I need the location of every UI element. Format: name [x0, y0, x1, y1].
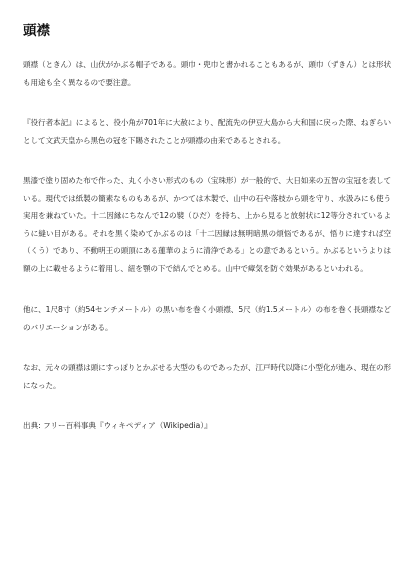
paragraph-description: 黒漆で塗り固めた布で作った、丸く小さい形式のもの（宝珠形）が一般的で、大日如来の五智の宝冠を表している。現代では紙製の簡素なものもあるが、かつては木製で、山中の石や落枝から頭を守り、水汲みにも使う実用を兼ねていた。十二因縁にちなんで12の襞（ひだ）を持ち、上から見ると放射状に12等分されているように縫い目がある。それを黒く染めてかぶるのは「十二因縁は無明暗黒の煩悩であるが、悟りに達すれば空（くう）であり、不動明王の頭頂にある蓮華のように清浄である」との意であるという。かぶるというよりは額の上に載せるように着用し、紐を顎の下で結んでとめる。山中で瘴気を防ぐ効果があるといわれる。: [23, 176, 391, 273]
page-title: 頭襟: [23, 23, 50, 39]
source-citation: 出典: フリー百科事典『ウィキペディア（Wikipedia）』: [23, 421, 212, 430]
paragraph-history: なお、元々の頭襟は頭にすっぽりとかぶせる大型のものであったが、江戸時代以降に小型化が進み、現在の形になった。: [23, 363, 391, 390]
document-page: [23, 22, 391, 434]
paragraph-intro: 頭襟（ときん）は、山伏がかぶる帽子である。頭巾・兜巾と書かれることもあるが、頭巾（ずきん）とは形状も用途も全く異なるので要注意。: [23, 60, 391, 87]
paragraph-variations: 他に、1尺8寸（約54センチメートル）の黒い布を巻く小頭襟、5尺（約1.5メートル）の布を巻く長頭襟などのバリエーションがある。: [23, 305, 391, 332]
paragraph-origin: 『役行者本記』によると、役小角が701年に大赦により、配流先の伊豆大島から大和国に戻った際、ねぎらいとして文武天皇から黒色の冠を下賜されたことが頭襟の由来であるとされる。: [23, 118, 391, 145]
